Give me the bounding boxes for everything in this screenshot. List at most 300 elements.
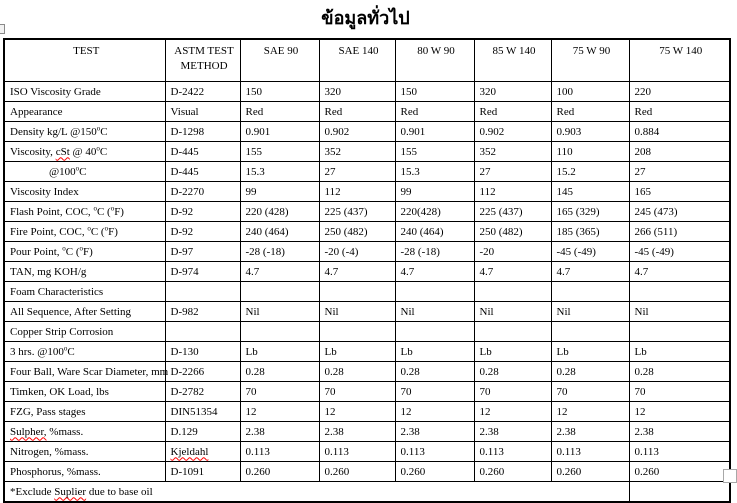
method-cell	[165, 262, 240, 282]
table-row	[4, 322, 730, 342]
cell-text: 250 (482)	[324, 225, 368, 238]
value-cell	[474, 162, 551, 182]
row-label-cell	[4, 202, 165, 222]
method-cell	[165, 322, 240, 342]
value-cell	[629, 302, 730, 322]
cell-text: *Exclude	[10, 485, 55, 498]
footnote-row	[4, 482, 730, 503]
value-cell	[319, 322, 395, 342]
value-cell	[240, 342, 319, 362]
value-cell	[629, 462, 730, 482]
cell-text: 99	[400, 185, 412, 198]
cell-text: Red	[324, 105, 343, 118]
cell-text: 4.7	[479, 265, 494, 278]
cell-text: 250 (482)	[479, 225, 523, 238]
method-cell	[165, 442, 240, 462]
value-cell	[319, 382, 395, 402]
cell-text: 12	[556, 405, 568, 418]
cell-text: FZG, Pass stages	[10, 405, 86, 418]
table-row	[4, 182, 730, 202]
cell-text: Foam Characteristics	[10, 285, 104, 298]
value-cell	[629, 322, 730, 342]
cell-text: Four Ball, Ware Scar Diameter, mm	[10, 365, 169, 378]
value-cell	[629, 342, 730, 362]
cell-text: -45 (-49)	[634, 245, 674, 258]
value-cell	[551, 382, 629, 402]
table-row	[4, 162, 730, 182]
value-cell	[240, 182, 319, 202]
value-cell	[240, 82, 319, 102]
cell-text: 0.260	[324, 465, 350, 478]
method-cell	[165, 182, 240, 202]
value-cell	[395, 322, 474, 342]
misspelled-text: cSt	[55, 145, 70, 158]
row-label-cell	[4, 282, 165, 302]
value-cell	[474, 462, 551, 482]
cell-text: 240 (464)	[245, 225, 289, 238]
value-cell	[474, 122, 551, 142]
cell-text: Red	[400, 105, 419, 118]
cell-text: Nil	[556, 305, 571, 318]
value-cell	[240, 102, 319, 122]
cell-text: 70	[479, 385, 491, 398]
value-cell	[629, 202, 730, 222]
cell-text: -28 (-18)	[245, 245, 285, 258]
value-cell	[395, 162, 474, 182]
column-header	[165, 39, 240, 82]
value-cell	[474, 402, 551, 422]
table-resize-handle-icon[interactable]	[723, 469, 737, 483]
cell-text: 0.113	[634, 445, 659, 458]
footnote-empty-cell	[629, 482, 730, 503]
cell-text: %mass.	[46, 425, 84, 438]
value-cell	[240, 462, 319, 482]
method-cell	[165, 422, 240, 442]
cell-text: 75 W 140	[659, 45, 703, 57]
row-label-cell	[4, 162, 165, 182]
value-cell	[629, 82, 730, 102]
cell-text: 0.260	[400, 465, 426, 478]
row-label-cell	[4, 442, 165, 462]
value-cell	[395, 242, 474, 262]
value-cell	[474, 442, 551, 462]
cell-text: 2.38	[400, 425, 420, 438]
cell-text: 185 (365)	[556, 225, 600, 238]
cell-text: Lb	[556, 345, 569, 358]
cell-text: 15.3	[245, 165, 265, 178]
value-cell	[319, 202, 395, 222]
cell-text: -45 (-49)	[556, 245, 596, 258]
value-cell	[319, 342, 395, 362]
value-cell	[319, 442, 395, 462]
value-cell	[240, 122, 319, 142]
value-cell	[629, 242, 730, 262]
cell-text: 70	[400, 385, 412, 398]
value-cell	[551, 462, 629, 482]
cell-text: 155	[400, 145, 417, 158]
cell-text: 0.260	[634, 465, 660, 478]
method-cell	[165, 242, 240, 262]
column-header	[319, 39, 395, 82]
cell-text: 12	[479, 405, 491, 418]
cell-text: 352	[479, 145, 496, 158]
value-cell	[629, 162, 730, 182]
cell-text: 0.28	[556, 365, 576, 378]
value-cell	[474, 242, 551, 262]
cell-text: 320	[324, 85, 341, 98]
cell-text: 225 (437)	[324, 205, 368, 218]
table-row	[4, 142, 730, 162]
cell-text: Nil	[245, 305, 260, 318]
value-cell	[474, 282, 551, 302]
value-cell	[395, 262, 474, 282]
cell-text: D-92	[170, 225, 194, 238]
cell-text: 12	[400, 405, 412, 418]
value-cell	[629, 222, 730, 242]
cell-text: 70	[634, 385, 646, 398]
value-cell	[395, 342, 474, 362]
value-cell	[474, 322, 551, 342]
row-label-cell	[4, 402, 165, 422]
value-cell	[395, 362, 474, 382]
table-row	[4, 102, 730, 122]
value-cell	[474, 302, 551, 322]
cell-text: 2.38	[324, 425, 344, 438]
cell-text: Nitrogen, %mass.	[10, 445, 89, 458]
value-cell	[240, 322, 319, 342]
cell-text: 4.7	[324, 265, 339, 278]
cell-text: 15.3	[400, 165, 420, 178]
method-cell	[165, 102, 240, 122]
value-cell	[629, 122, 730, 142]
value-cell	[474, 82, 551, 102]
cell-text: Copper Strip Corrosion	[10, 325, 114, 338]
value-cell	[629, 362, 730, 382]
value-cell	[551, 102, 629, 122]
cell-text: Timken, OK Load, lbs	[10, 385, 109, 398]
value-cell	[240, 362, 319, 382]
cell-text: Red	[245, 105, 264, 118]
cell-text: SAE 140	[338, 45, 379, 57]
cell-text: 80 W 90	[417, 45, 455, 57]
value-cell	[395, 142, 474, 162]
table-row	[4, 462, 730, 482]
value-cell	[319, 102, 395, 122]
cell-text: Viscosity,	[10, 145, 56, 158]
cell-text: 0.28	[400, 365, 420, 378]
value-cell	[551, 422, 629, 442]
table-header	[4, 39, 730, 82]
cell-text: Fire Point, COC, $^o$C ($^o$F)	[10, 223, 118, 238]
value-cell	[319, 82, 395, 102]
table-row	[4, 382, 730, 402]
value-cell	[395, 222, 474, 242]
cell-text: Red	[634, 105, 653, 118]
cell-text: 0.901	[245, 125, 271, 138]
cell-text: 70	[556, 385, 568, 398]
value-cell	[629, 182, 730, 202]
value-cell	[319, 182, 395, 202]
table-row	[4, 82, 730, 102]
row-label-cell	[4, 262, 165, 282]
value-cell	[395, 182, 474, 202]
value-cell	[629, 102, 730, 122]
cell-text: -28 (-18)	[400, 245, 440, 258]
cell-text: All Sequence, After Setting	[10, 305, 131, 318]
value-cell	[474, 262, 551, 282]
cell-text: 12	[634, 405, 646, 418]
column-header	[474, 39, 551, 82]
cell-text: 150	[245, 85, 262, 98]
cell-text: TAN, mg KOH/g	[10, 265, 87, 278]
cell-text: DIN51354	[170, 405, 218, 418]
table-row	[4, 362, 730, 382]
table-row	[4, 302, 730, 322]
value-cell	[395, 302, 474, 322]
cell-text: -20	[479, 245, 495, 258]
cell-text: D.129	[170, 425, 198, 438]
cell-text: 99	[245, 185, 257, 198]
cell-text: 208	[634, 145, 651, 158]
cell-text: Red	[556, 105, 575, 118]
table-row	[4, 122, 730, 142]
cell-text: 4.7	[400, 265, 415, 278]
method-cell	[165, 222, 240, 242]
cell-text: 0.260	[479, 465, 505, 478]
cell-text: Nil	[479, 305, 494, 318]
method-cell	[165, 142, 240, 162]
cell-text: 4.7	[245, 265, 260, 278]
column-header	[240, 39, 319, 82]
method-cell	[165, 462, 240, 482]
page-title: ข้อมูลทั่วไป	[321, 8, 410, 28]
value-cell	[395, 462, 474, 482]
value-cell	[240, 382, 319, 402]
cell-text: Viscosity Index	[10, 185, 79, 198]
cell-text: 225 (437)	[479, 205, 523, 218]
cell-text: 3 hrs. @100$^o$C	[10, 343, 75, 358]
cell-text: SAE 90	[263, 45, 299, 57]
value-cell	[395, 82, 474, 102]
cell-text: Lb	[324, 345, 337, 358]
value-cell	[551, 322, 629, 342]
misspelled-text: Sulpher,	[10, 425, 47, 438]
value-cell	[474, 182, 551, 202]
method-cell	[165, 202, 240, 222]
value-cell	[551, 282, 629, 302]
value-cell	[551, 342, 629, 362]
value-cell	[395, 422, 474, 442]
value-cell	[629, 382, 730, 402]
cell-text: 240 (464)	[400, 225, 444, 238]
cell-text: D-97	[170, 245, 194, 258]
value-cell	[319, 422, 395, 442]
row-label-cell	[4, 242, 165, 262]
value-cell	[395, 282, 474, 302]
row-label-cell	[4, 462, 165, 482]
cell-text: 85 W 140	[492, 45, 536, 57]
value-cell	[240, 202, 319, 222]
cell-text: Pour Point, $^o$C ($^o$F)	[10, 243, 93, 258]
value-cell	[240, 262, 319, 282]
value-cell	[551, 442, 629, 462]
table-row	[4, 262, 730, 282]
cell-text: Flash Point, COC, $^o$C ($^o$F)	[10, 203, 124, 218]
method-cell	[165, 342, 240, 362]
table-body	[4, 82, 730, 503]
value-cell	[395, 402, 474, 422]
cell-text: 100	[556, 85, 573, 98]
cell-text: 0.28	[634, 365, 654, 378]
cell-text: 12	[324, 405, 336, 418]
header-row	[4, 39, 730, 82]
table-row	[4, 422, 730, 442]
cell-text: 320	[479, 85, 496, 98]
cell-text: 0.901	[400, 125, 426, 138]
cell-text: 0.113	[400, 445, 425, 458]
cell-text: 220(428)	[400, 205, 441, 218]
cell-text: 220 (428)	[245, 205, 289, 218]
cell-text: 0.113	[245, 445, 270, 458]
cell-text: Density kg/L @150$^o$C	[10, 123, 108, 138]
cell-text: D-445	[170, 145, 199, 158]
cell-text: Nil	[400, 305, 415, 318]
value-cell	[551, 82, 629, 102]
value-cell	[319, 282, 395, 302]
row-label-cell	[4, 322, 165, 342]
row-label-cell	[4, 122, 165, 142]
value-cell	[240, 442, 319, 462]
value-cell	[319, 122, 395, 142]
footnote-cell	[4, 482, 629, 503]
row-label-cell	[4, 182, 165, 202]
cell-text: 112	[479, 185, 496, 198]
value-cell	[474, 222, 551, 242]
cell-text: 165 (329)	[556, 205, 600, 218]
value-cell	[629, 262, 730, 282]
table-select-handle-icon[interactable]	[0, 24, 5, 34]
value-cell	[319, 302, 395, 322]
cell-text: Lb	[245, 345, 258, 358]
cell-text: Nil	[634, 305, 649, 318]
cell-text: 15.2	[556, 165, 576, 178]
cell-text: 110	[556, 145, 573, 158]
cell-text: D-2266	[170, 365, 205, 378]
value-cell	[319, 142, 395, 162]
row-label-cell	[4, 102, 165, 122]
cell-text: D-2422	[170, 85, 205, 98]
cell-text: 2.38	[634, 425, 654, 438]
column-header	[551, 39, 629, 82]
row-label-cell	[4, 222, 165, 242]
cell-text: due to base oil	[86, 485, 153, 498]
cell-text: D-92	[170, 205, 194, 218]
table-row	[4, 202, 730, 222]
column-header	[629, 39, 730, 82]
cell-text: Lb	[400, 345, 413, 358]
cell-text: Visual	[170, 105, 199, 118]
cell-text: 245 (473)	[634, 205, 678, 218]
column-header	[395, 39, 474, 82]
value-cell	[319, 402, 395, 422]
cell-text: 220	[634, 85, 651, 98]
method-cell	[165, 162, 240, 182]
method-cell	[165, 122, 240, 142]
cell-text: 2.38	[556, 425, 576, 438]
method-cell	[165, 302, 240, 322]
cell-text: 4.7	[634, 265, 649, 278]
value-cell	[240, 142, 319, 162]
cell-text: @100$^o$C	[49, 163, 87, 178]
table-row	[4, 342, 730, 362]
cell-text: Red	[479, 105, 498, 118]
column-header	[4, 39, 165, 82]
cell-text: Phosphorus, %mass.	[10, 465, 101, 478]
cell-text: 0.902	[479, 125, 505, 138]
row-label-cell	[4, 142, 165, 162]
misspelled-text: Suplier	[54, 485, 87, 498]
cell-text: Nil	[324, 305, 339, 318]
cell-text: D-1298	[170, 125, 205, 138]
cell-text: 4.7	[556, 265, 571, 278]
value-cell	[395, 382, 474, 402]
cell-text: 0.113	[479, 445, 504, 458]
cell-text: 27	[479, 165, 491, 178]
cell-text: 0.113	[556, 445, 581, 458]
value-cell	[240, 302, 319, 322]
cell-text: 12	[245, 405, 257, 418]
method-cell	[165, 282, 240, 302]
value-cell	[629, 402, 730, 422]
cell-text: 0.260	[245, 465, 271, 478]
value-cell	[551, 122, 629, 142]
value-cell	[551, 162, 629, 182]
table-row	[4, 282, 730, 302]
cell-text: ISO Viscosity Grade	[10, 85, 101, 98]
cell-text: 155	[245, 145, 262, 158]
value-cell	[319, 462, 395, 482]
row-label-cell	[4, 342, 165, 362]
cell-text: TEST	[73, 45, 100, 57]
table-row	[4, 442, 730, 462]
cell-text: 0.113	[324, 445, 349, 458]
value-cell	[551, 242, 629, 262]
cell-text: D-445	[170, 165, 199, 178]
value-cell	[395, 442, 474, 462]
row-label-cell	[4, 362, 169, 382]
value-cell	[551, 202, 629, 222]
value-cell	[240, 282, 319, 302]
spec-table	[3, 38, 731, 503]
cell-text: 0.28	[245, 365, 265, 378]
value-cell	[551, 182, 629, 202]
table-row	[4, 242, 730, 262]
value-cell	[240, 162, 319, 182]
cell-text: 75 W 90	[572, 45, 611, 57]
value-cell	[395, 102, 474, 122]
cell-text: @ 40$^o$C	[69, 143, 108, 158]
value-cell	[240, 242, 319, 262]
value-cell	[474, 382, 551, 402]
cell-text: 145	[556, 185, 573, 198]
method-cell	[165, 382, 240, 402]
row-label-cell	[4, 302, 165, 322]
cell-text: 150	[400, 85, 417, 98]
row-label-cell	[4, 82, 165, 102]
table-row	[4, 222, 730, 242]
cell-text: 112	[324, 185, 341, 198]
value-cell	[395, 122, 474, 142]
